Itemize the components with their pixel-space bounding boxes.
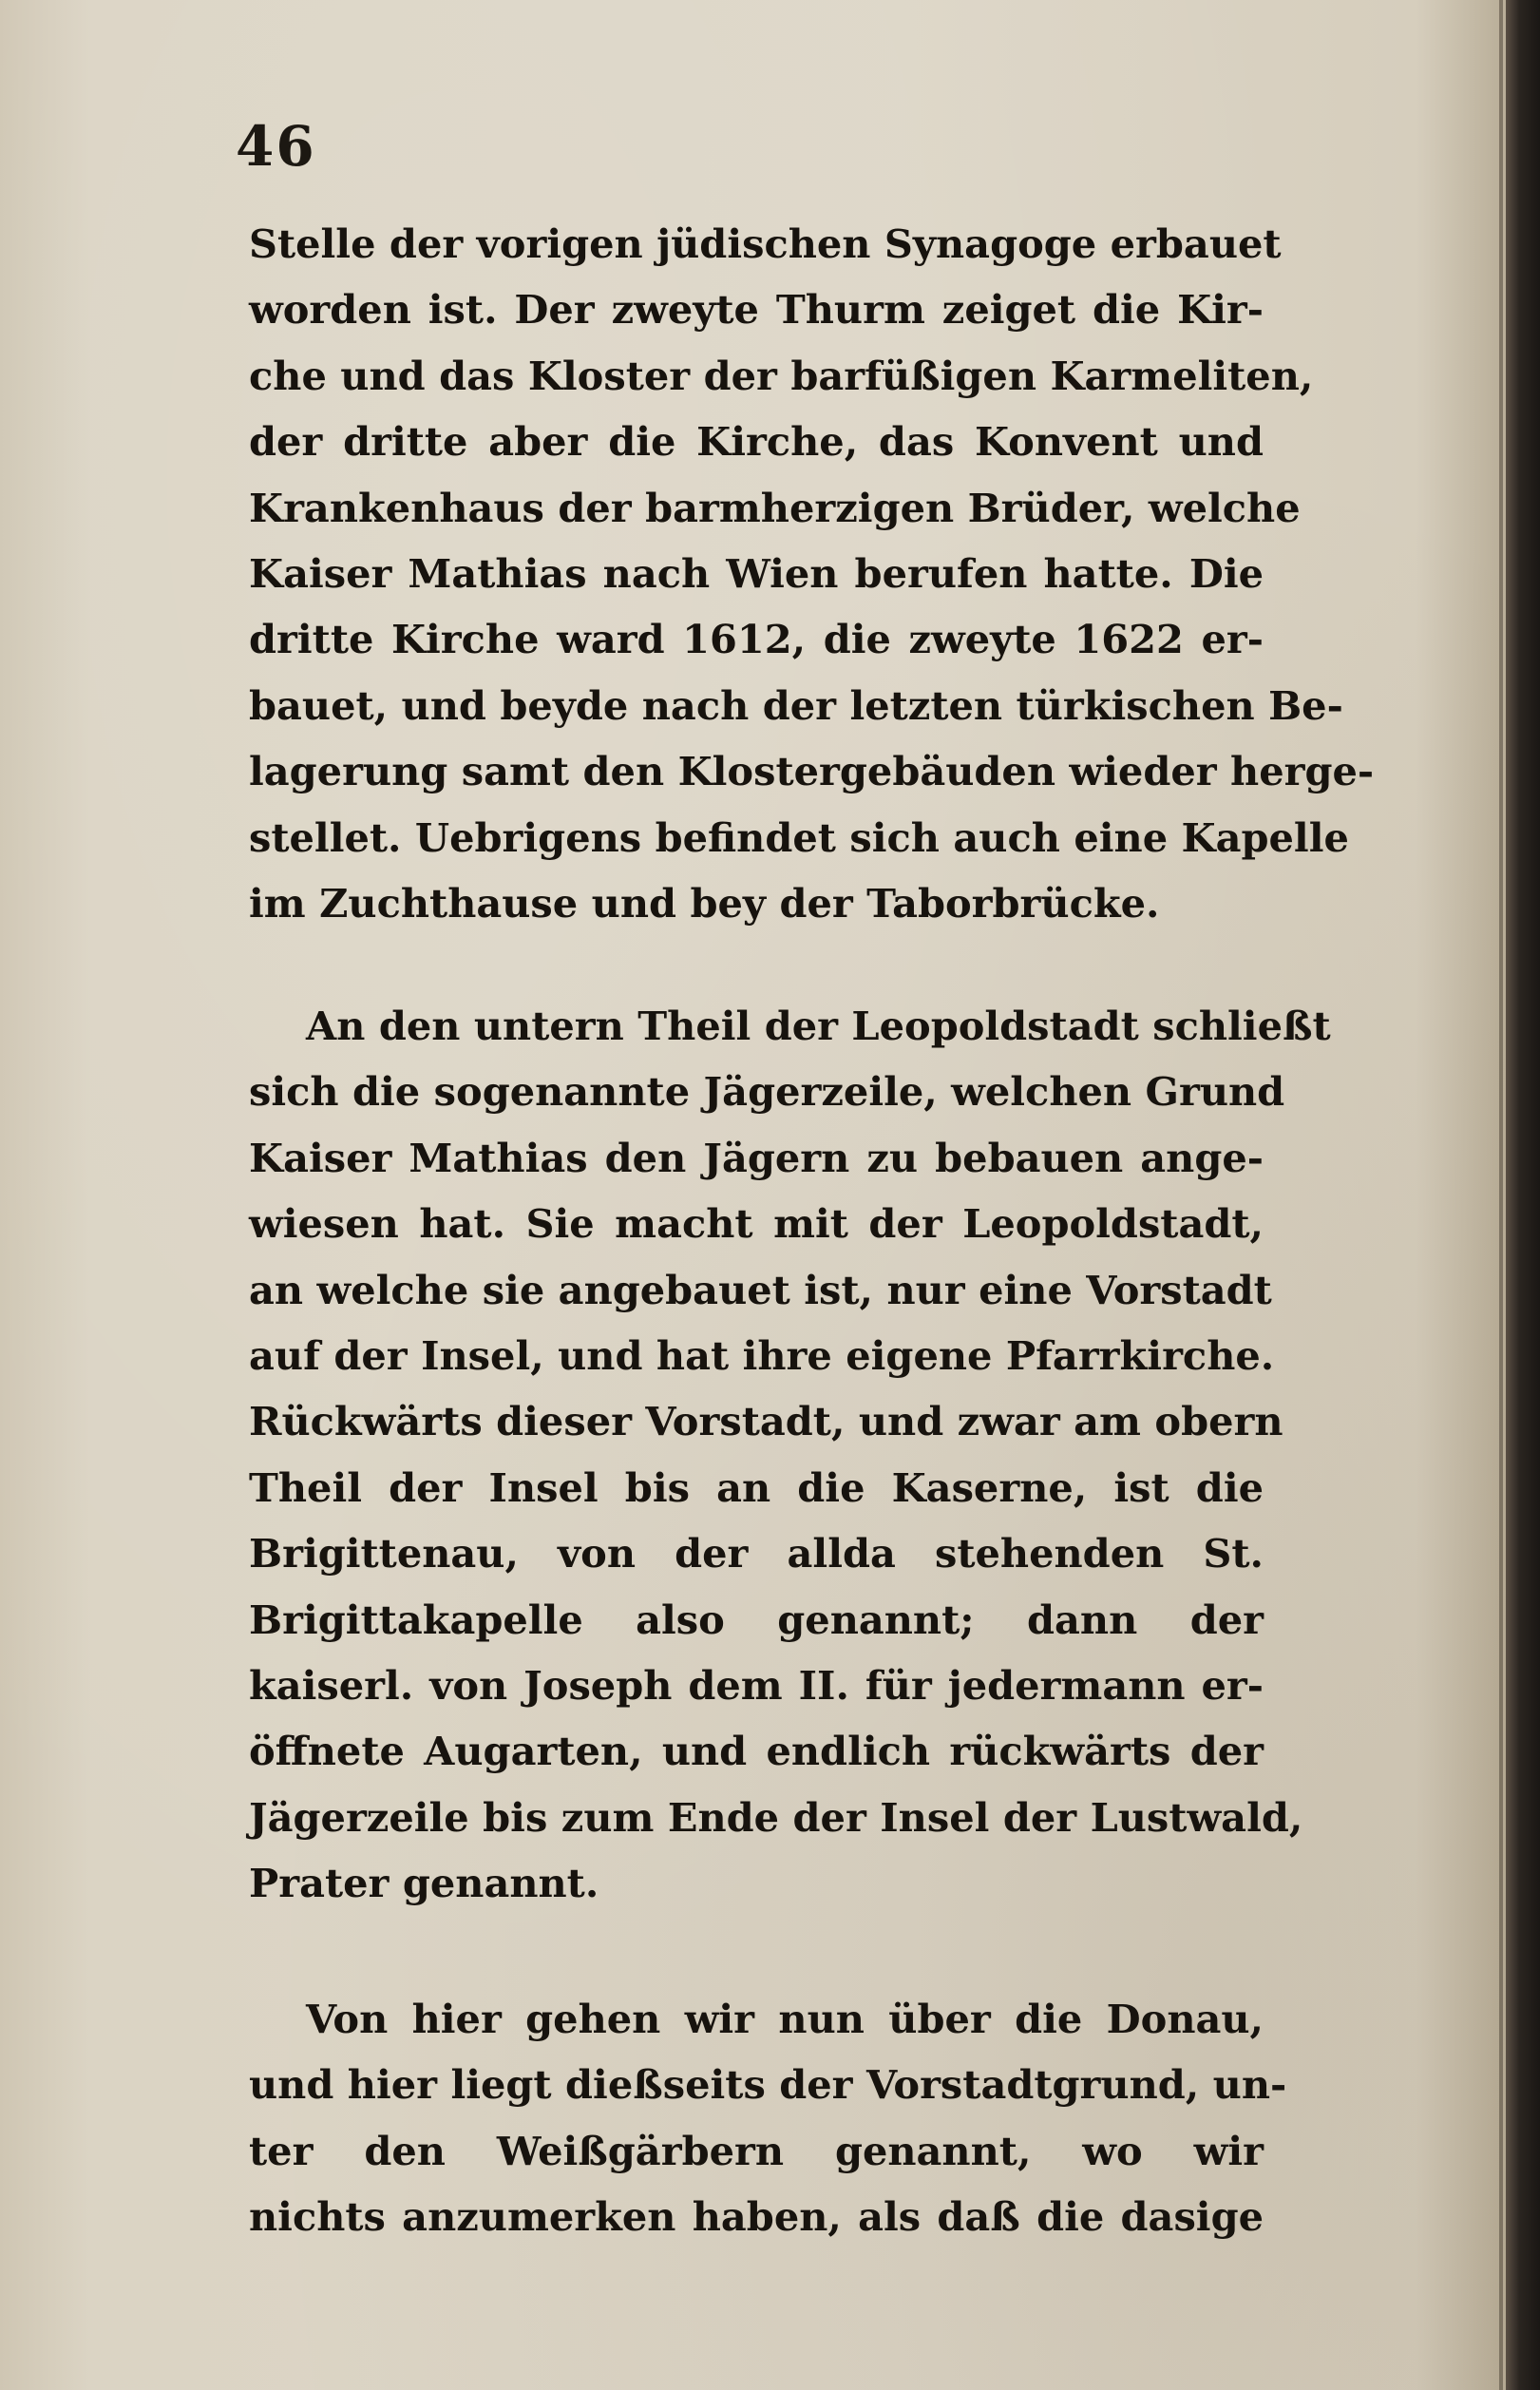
- paragraph-2: [249, 993, 1331, 1916]
- text-line: stellet. Uebrigens befindet sich auch eine Kapelle: [249, 813, 1349, 861]
- text-line: Stelle der vorigen jüdischen Synagoge erbauet: [249, 220, 1282, 267]
- text-line: wiesen hat. Sie macht mit der Leopoldstadt,: [249, 1200, 1264, 1248]
- text-line: Jägerzeile bis zum Ende der Insel der Lustwald,: [249, 1793, 1303, 1841]
- text-line: im Zuchthause und bey der Taborbrücke.: [249, 879, 1160, 927]
- text-line: Rückwärts dieser Vorstadt, und zwar am obern: [249, 1398, 1283, 1445]
- text-line: ter den Weißgärbern genannt, wo wir: [249, 2127, 1264, 2174]
- text-line: Krankenhaus der barmherzigen Brüder, welche: [249, 484, 1301, 531]
- text-line: Brigittenau, von der allda stehenden St.: [249, 1530, 1264, 1577]
- text-line: An den untern Theil der Leopoldstadt schließt: [306, 1003, 1331, 1049]
- page-number: 46: [236, 114, 316, 179]
- text-line: kaiserl. von Joseph dem II. für jedermann er-: [249, 1661, 1264, 1709]
- text-line: sich die sogenannte Jägerzeile, welchen Grund: [249, 1068, 1285, 1116]
- text-line: Brigittakapelle also genannt; dann der: [249, 1596, 1264, 1643]
- text-line: bauet, und beyde nach der letzten türkischen Be-: [249, 681, 1343, 729]
- paragraph-3: [249, 1986, 1287, 2250]
- paragraph-1: [249, 211, 1375, 936]
- text-line: che und das Kloster der barfüßigen Karmeliten,: [249, 352, 1314, 399]
- text-line: der dritte aber die Kirche, das Konvent und: [249, 418, 1264, 466]
- text-line: Kaiser Mathias den Jägern zu bebauen ange-: [249, 1134, 1264, 1181]
- text-line: dritte Kirche ward 1612, die zweyte 1622 er-: [249, 616, 1264, 663]
- text-line: Von hier gehen wir nun über die Donau,: [306, 1996, 1264, 2042]
- text-line: auf der Insel, und hat ihre eigene Pfarrkirche.: [249, 1331, 1275, 1379]
- text-line: öffnete Augarten, und endlich rückwärts der: [249, 1728, 1264, 1775]
- text-line: worden ist. Der zweyte Thurm zeiget die Kir-: [249, 286, 1264, 334]
- page-edge-line: [1499, 0, 1503, 2390]
- text-line: nichts anzumerken haben, als daß die dasige: [249, 2193, 1264, 2241]
- text-line: Prater genannt.: [249, 1860, 599, 1907]
- text-line: und hier liegt dießseits der Vorstadtgrund, un-: [249, 2061, 1287, 2109]
- text-line: an welche sie angebauet ist, nur eine Vorstadt: [249, 1266, 1272, 1313]
- book-edge-shadow: [1506, 0, 1540, 2390]
- text-line: lagerung samt den Klostergebäuden wieder herge-: [249, 748, 1375, 795]
- text-line: Theil der Insel bis an die Kaserne, ist die: [249, 1463, 1264, 1511]
- text-line: Kaiser Mathias nach Wien berufen hatte. Die: [249, 549, 1264, 597]
